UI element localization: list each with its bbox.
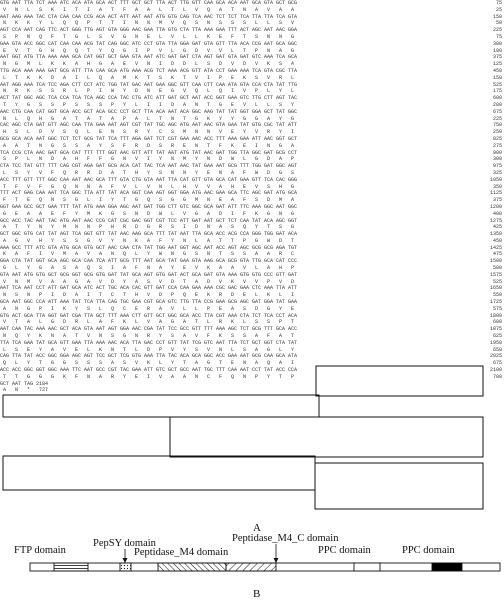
pepsy-pointer-arrowhead: [123, 558, 128, 563]
domain-label-ppc-1: PPC domain: [318, 545, 371, 556]
sequence-domain-box: [315, 463, 483, 509]
panel-b-label: B: [253, 588, 261, 600]
domain-bar-ppc-1: [354, 563, 380, 571]
domain-bar-ppc-2: [432, 563, 462, 571]
sequence-domain-box: [3, 456, 315, 490]
domain-label-pepsy: PepSY domain: [93, 538, 156, 549]
panel-a-label: A: [253, 522, 261, 534]
sequence-domain-box: [170, 417, 483, 457]
domain-label-peptidase-m4-c: Peptidase_M4_C domain: [232, 533, 339, 544]
domain-bar-peptidase-m4: [158, 563, 226, 571]
domain-bar-ftp: [54, 563, 88, 571]
sequence-domain-box: [316, 366, 483, 396]
domain-bar-pepsy: [120, 563, 131, 571]
domain-label-peptidase-m4: Peptidase_M4 domain: [134, 547, 229, 558]
peptidase-m4-c-pointer-arrowhead: [274, 558, 279, 563]
domain-label-ftp: FTP domain: [14, 545, 66, 556]
domain-label-ppc-2: PPC domain: [402, 545, 455, 556]
domain-bar-peptidase-m4-c: [226, 563, 276, 571]
sequence-text: GTG AAT TTA TCT AAA ATC ACA ATA GCA ACT TTT GCT GCT TTA ACT TTG GTT CAA GCA ACA AAT GCA GTA GCT GCG V N L S K I T I A T F A A L T L V Q A T N A V A A AAT AAG AAA TAC CTA CAA CAA CCG ACA ACT ATT AAT AAT ATG GTG CAG TCA AAC TCT TCT TCA TTA TTA TCA GTA N K K Y L Q Q P T T I N N M V Q S N S S S L L S V AGT CCA AAT CAG TTC ACT GGG TTG AGT GTA GGG AAC GAA TTA GTG CTA TTA AAA GAA TTT ACT AGC AAT AAC GGA S P N Q F T G L S V G N E L V L L K E F T S N N G GAA GTA ACC GGC CAT CAA CAA ACG TAT CAG GGC ATC CCT GTA TTA GGA GAT GTA GTT TTA ACA CCG AAT GCA GGC E V T G H Q Q T Y Q G I P V L G D V V L T P N A G AAT GGT ATG TTA AAA AAA GCA CAT GGT GCT GAA GTA AAT ATC GAT GAT CTA AGT GAT GTA GAT GTC AAA TCA GCA N G M L K K A H G A E V N I D D L S D V D V K S A TTG ACA AAA AAA GAT GCG ATT TTA CAA GCA ATG AAA ACG TCT AAA ACG GTT ATA CCT GAA AAA TCA GTA CGC TTA L T K K D A I L Q A M K T S K T V I P E K S V R L AAT AGG AAA TCA TCC AGA CTT CCT ATC TGG TAT GAC AAT GAA GGC GTT CAA CTT CAA ATA GTA CCA CTA TAT TTG N R K S S R L P I W Y D N E G V Q L Q I V P L Y L ACT TAT GGC AGC TCA CCA TCA TCA AGC CCA TAC CTG ATC ATT GAT GCT AAT ACC GGT GAA GTC TTG CTT AGT TAC T Y G S S P S S S P Y L I I D A N T G E V L L S Y AAC CTG CAA CAT GGT GCA ACC GCT ACA GCC CCT GCT TTA ACA AAT ACA GGC AAG TAT TAT GGT GGA GCT TAT GGC N L Q H G A T A T A P A L T N T G K Y Y G G A Y G CAC AGC CTA GAT GTT AGC CAA TTA GAA AAT AGT CGT TAT TGC AGC ATG AAT AAC GTA GAA TAT GTG CGC TAT ATT H S L D V S Q L E N S R Y C S M N N V E Y V R Y I GCG GCA ACA AAT GGC TCT TCT GCG TAT TCA TTT AGA GAT TCT CGT GAA AAC ACC TTT AAA GAA ATT AAC GGT GCT A A T N G S S A Y S F R D S R E N T F K E I N G A TCA CCG CTA AAC GAT GCA CAT TTT TTT GGT AAC GTT ATT TAT AAT ATG TAT AAC GAT TGG TTA GGC GAT GCG CCT S P L N D A H F F G N V I Y N M Y N D W L G D A P CTA TCC TAT GTT TTT CAG CGT AGA GAT GCG ACA CAT TAC TCA AAT AAC TAT GAA AAT GCG TTT TGG GAT GGC AGT L S Y V F Q R R D A T H Y S N N Y E N A F W D G S ACC TTT GTT TTT GGC CAA AAT AAC GCA TTT GTA CTG GTA AAT TTA CAT GTT GTA GCA CAT GAA GTT TCA CAC GGG T F V F G Q N N A F V L V N L H V V A H E V S H G TTT ACT GAG CAA AAT TCA GGC TTA ATT TAT ACA GGT CAA AGT GGT GGA ATG AAC GAA GCA TTC AGC GAT ATG GCA F T E Q N S G L I Y T G Q S G G M N E A F S D M A GGT GAA GCC GCT GAA TTT TAT ATG AAA GGA AGC AAT GAT TGG CTT GTC GGC GCA GAT ATT TTC AAA GGC AAT GGC G E A A E F Y M K G S N D W L V G A D I F K G N G GCC ACC TAC AAT TAC ATG AAT AAC CCG CAT CGC GAC GGT CGT TCC ATT GAT AAT GCT TCT CAA TAT ACA AGC GGT A T Y N Y M N N P H R D G R S I D N A S Q Y T S G GCT GGC GTG CAT TAT AGT TCA GGT GTT TAT AAC AAG GCA TTT TAT AAT TTA GCA ACC ACG CCA GGG TGG GAT ACA A G V H Y S S G V Y N K A F Y N L A T T P G W D T AAA GCC TTT ATC GTA ATG GCA GTG GCT AAC CAA CTA TAT TGG AAT GGT AGC AAT ACC AGT AGC GCG GCG AGA TGT K A F I V M A V A N Q L Y W N G S N T S S A A R C GGA CTA TAT GGT GCA AGC GCA CAA TCA ATT GCG TTT AAT GCA TAT GAA GTA AAG GCA GCG GTA TTG GCA CAT CCC G L Y G A S A Q S I A F N A Y E V K A A V L A H P GTA AAT ATG GTG GCT GCG GGT GCG GTG GAT TAT GCA AGT GTG GAT ACT GCA GAT GTA AAA GTG GTG CCC GTT GAT V N M V A A G A V D Y A S V D T A D V K V V P V D AAT TCA AAT CCT ATT GAT GCA ATC ACT TGC ACA CAC GTT GAT CCA CAA GAA AAA CGC GAC GAA CTC AAA TTA ATT N S N P I D A I T C T H V D P Q E K R D E L K L I GCA AAT GGC CCA ATT AAA TAT TCA TTA CAG TGC GAA CGT GCA GTC TTG TTA CCG GAA GCG AGC GAT GGA TAT GAA A N G P I K Y S L Q C E R A V L L P E A S D G Y E GTG ACT GCA TTA GGT GAT CGA TTA GCT TTT AAA CTT GTT GCT GGC GCA ACC TTA CGT AAA CTA TCT TCA CCT ACA V T A L G D R L A F K L V A G A T L R K L S S P T AAT CAA TAC AAA AAC GCT ACA GTA AAT AGT GGA AAC CGA TAT TCC GCC GTT TTT AAA AGC TCT GCG TTT GCA ACC N Q Y K N A T V N S G N R Y S A V F K S S A F A T TTA TCA GAA TAT GCA GTT GAA TTA AAA AAC ACA TTA GAC CCT GTT TAT TCG GTC AAT TTA TCT GCT GGT CTA TAT L S E Y A V E L K N T L D P V Y S V N L S A G L Y CAG TTA TAT ACC GGC GGA AGC AGT TCC GCT TCG GTG AAA TTA TAC ACA GCA GGC ACC GAA AAT GCG CAA GCA ATA Q L Y T G G S S S A S V K L Y T A G T E N A Q A I ACC ACC GGC GGT GGC AAA TTC AAT GCC CGT TAC GAA ATT GTC GCT GCC AAT TGC TTT CAA AAT CCT TAT ACC CCA T T G G G K F N A R Y E I V A A N C F Q N P Y T P GCT AAT TAG 2184 A N * 727: [0, 0, 298, 394]
sequence-domain-box: [3, 395, 319, 417]
protein-backbone-bar: [30, 563, 500, 571]
sequence-position-numbers: 75 25 150 50 225 75 300 100 375 125 450 150 525 175 600 200 675 225 750 250 825 275 900 300 975 325 1050 350 1125 375 1200 400 1275 425 1350 450 1425 475 1500 500 1575 525 1650 550 1725 575 1800 600 1875 625 1950 650 2025 675 2100 700: [489, 0, 502, 380]
